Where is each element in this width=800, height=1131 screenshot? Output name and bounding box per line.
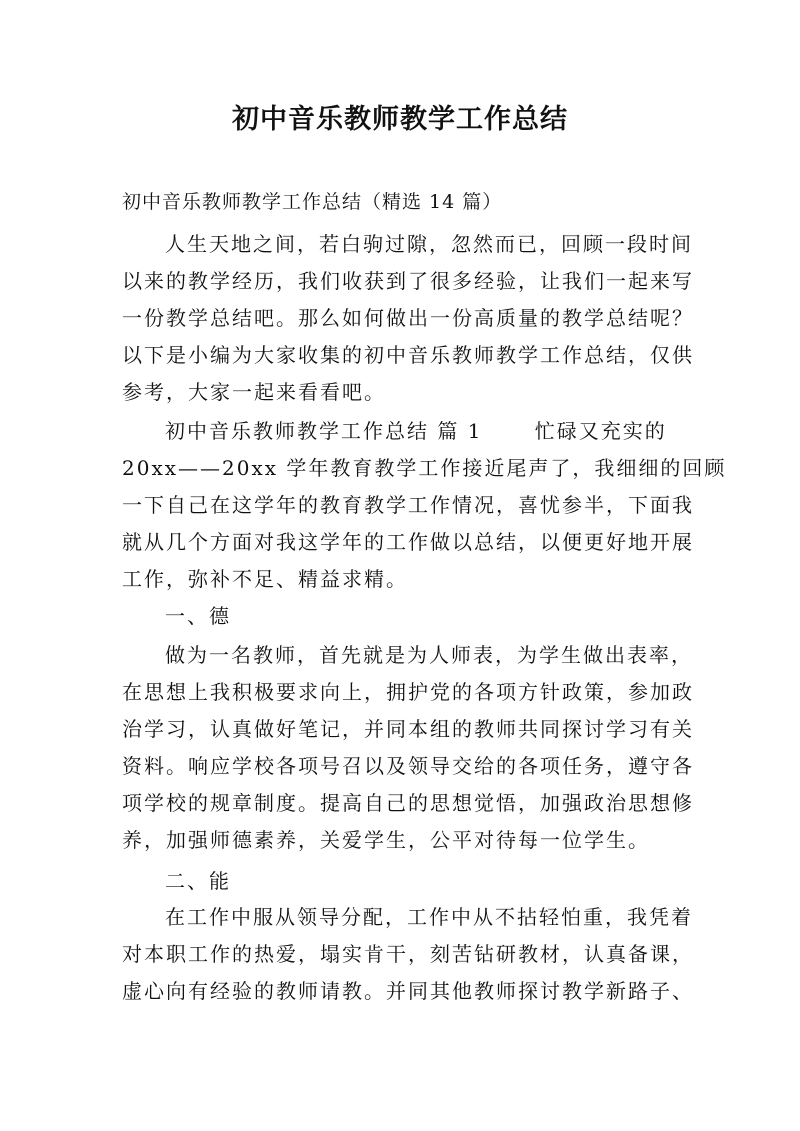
paragraph-line: 以来的教学经历，我们收获到了很多经验，让我们一起来写 <box>122 269 694 293</box>
paragraph-line: 以下是小编为大家收集的初中音乐教师教学工作总结，仅供 <box>122 343 694 367</box>
section-heading-line: 初中音乐教师教学工作总结 篇 1 忙碌又充实的 <box>165 419 667 443</box>
paragraph-line: 工作，弥补不足、精益求精。 <box>122 567 408 591</box>
paragraph-line: 在工作中服从领导分配，工作中从不拈轻怕重，我凭着 <box>165 905 693 929</box>
paragraph-line: 一份教学总结吧。那么如何做出一份高质量的教学总结呢？ <box>122 306 694 330</box>
section-heading-de: 一、德 <box>165 604 231 628</box>
paragraph-line: 20xx——20xx 学年教育教学工作接近尾声了，我细细的回顾 <box>122 456 727 480</box>
paragraph-line: 对本职工作的热爱，塌实肯干，刻苦钻研教材，认真备课， <box>122 942 694 966</box>
paragraph-line: 项学校的规章制度。提高自己的思想觉悟，加强政治思想修 <box>122 791 694 815</box>
paragraph-line: 就从几个方面对我这学年的工作做以总结，以便更好地开展 <box>122 530 694 554</box>
paragraph-line: 一下自己在这学年的教育教学工作情况，喜忧参半，下面我 <box>122 493 694 517</box>
paragraph-line: 人生天地之间，若白驹过隙，忽然而已，回顾一段时间 <box>165 232 693 256</box>
document-subtitle: 初中音乐教师教学工作总结（精选 14 篇） <box>122 191 503 213</box>
paragraph-line: 在思想上我积极要求向上，拥护党的各项方针政策，参加政 <box>122 680 694 704</box>
paragraph-line: 做为一名教师，首先就是为人师表，为学生做出表率， <box>165 643 693 667</box>
document-title: 初中音乐教师教学工作总结 <box>232 104 568 135</box>
paragraph-line: 养，加强师德素养，关爱学生，公平对待每一位学生。 <box>122 828 650 852</box>
paragraph-line: 参考，大家一起来看看吧。 <box>122 380 386 404</box>
section-heading-neng: 二、能 <box>165 869 231 893</box>
paragraph-line: 虚心向有经验的教师请教。并同其他教师探讨教学新路子、 <box>122 979 694 1003</box>
paragraph-line: 资料。响应学校各项号召以及领导交给的各项任务，遵守各 <box>122 754 694 778</box>
paragraph-line: 治学习，认真做好笔记，并同本组的教师共同探讨学习有关 <box>122 717 694 741</box>
